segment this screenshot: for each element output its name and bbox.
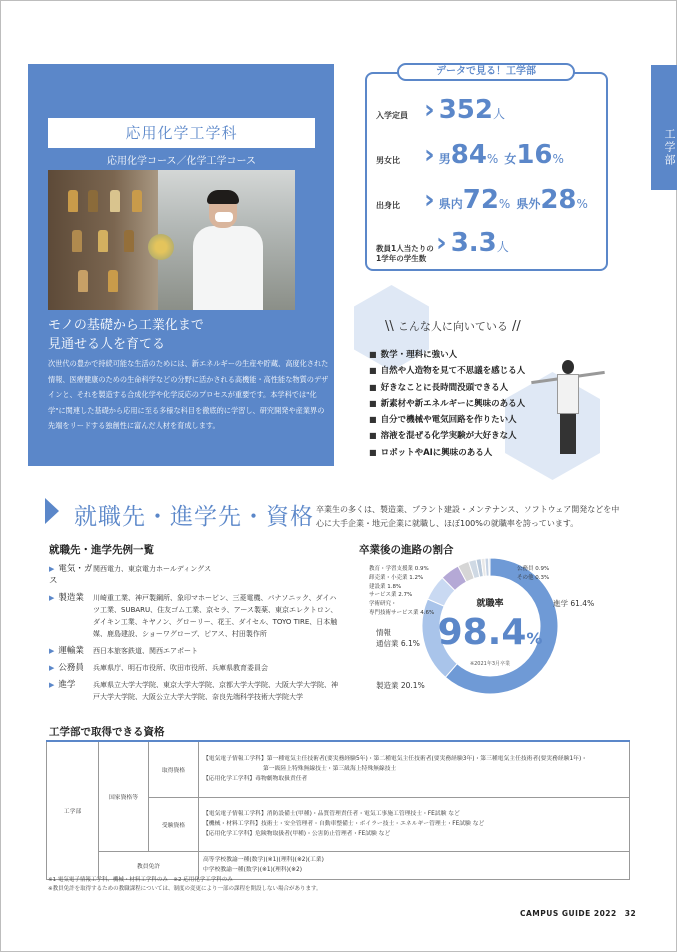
qualifications-heading: 工学部で取得できる資格: [49, 726, 165, 738]
data-label-small-right: 公務員 0.9% その他 0.3%: [517, 566, 550, 581]
section-description: 卒業生の多くは、製造業、プラント建設・メンテナンス、ソフトウェア開発などを中心に大手企業・地元企業に就職し、ほぼ100%の就職率を誇っています。: [316, 505, 620, 528]
exam-cell: 受験資格: [149, 797, 199, 851]
side-tab-label: 工学部: [651, 65, 677, 190]
employment-rate-value: 98.4%: [437, 612, 543, 653]
department-panel: [28, 64, 334, 466]
data-row-gender-ratio: 男女比 › 男 84 % 女 16 %: [376, 140, 564, 170]
suitable-list: [369, 347, 525, 461]
list-item: ■ 溶液を混ぜる化学実験が大好きな人: [369, 428, 525, 444]
section-arrow-icon: [45, 498, 59, 524]
qualifications-table: [46, 740, 630, 880]
donut-heading: 卒業後の進路の割合: [359, 544, 454, 556]
national-cell: 国家資格等: [99, 741, 149, 851]
faculty-cell: 工学部: [47, 741, 99, 879]
data-label-seizo: 製造業 20.1%: [376, 681, 425, 690]
list-item: ▶ 製造業 川崎重工業、神戸製鋼所、象印マホービン、三菱電機、パナソニック、ダイハツ工業、SUBARU、住友ゴム工業、京セラ、アース製薬、東京エレクトロン、ダイキン工業、キヤノン、グローリー、花王、ダイセル、TOYO TIRE、日本触媒、鹿島建設、ショーワグローブ、ピアス、村田製作所: [49, 592, 339, 640]
teacher-cell: 教員免許: [99, 851, 199, 879]
exam-items: 【電気電子情報工学科】消防設備士(甲種)・品質管理責任者・電気工事施工管理技士・FE試験 など 【機械・材料工学科】技術士・安全管理者・自動車整備士・ボイラー技士・エネルギー管理士・FE試験 など 【応用化学工学科】危険物取扱者(甲種)・公害防止管理者・FE試験 など: [199, 797, 630, 851]
acquire-items: 【電気電子情報工学科】第一種電気主任技術者(要実務経験5年)・第二種電気主任技術者(要実務経験3年)・第三種電気主任技術者(要実務経験1年)・ 第一級陸上特殊無線技士・第三級海上特殊無線技士 【応用化学工学科】毒物劇物取扱責任者: [199, 741, 630, 797]
data-box-title: データで見る！工学部: [397, 63, 575, 81]
department-title: 応用化学工学科: [48, 118, 315, 148]
chevron-right-icon: ›: [424, 95, 435, 125]
examples-heading: 就職先・進学先例一覧: [49, 544, 154, 556]
data-label-shingaku: 進学 61.4%: [553, 599, 595, 608]
list-item: ■ ロボットやAIに興味のある人: [369, 445, 525, 461]
chevron-right-icon: ›: [424, 185, 435, 215]
lab-photo: [48, 170, 295, 310]
employment-note: ※2021年3月卒業: [469, 661, 511, 667]
list-item: ■ 新素材や新エネルギーに興味のある人: [369, 396, 525, 412]
section-title: 就職先・進学先・資格: [74, 504, 314, 530]
page-footer: CAMPUS GUIDE 2022 32: [520, 909, 637, 918]
list-item: ■ 自分で機械や電気回路を作りたい人: [369, 412, 525, 428]
list-item: ■ 自然や人造物を見て不思議を感じる人: [369, 363, 525, 379]
list-item: ▶ 電気・ガス 関西電力、東京電力ホールディングス: [49, 563, 339, 587]
list-item: ▶ 進学 兵庫県立大学大学院、東京大学大学院、京都大学大学院、大阪大学大学院、神戸大学大学院、大阪公立大学大学院、奈良先端科学技術大学院大学: [49, 679, 339, 703]
list-item: ■ 数学・理科に強い人: [369, 347, 525, 363]
teacher-items: 高等学校教諭一種(数学)(※1)(理科)(※2)(工業) 中学校教諭一種(数学)(※1)(理科)(※2): [199, 851, 630, 879]
data-row-students-per-teacher: 教員1人当たりの1学年の学生数 › 3.3 人: [376, 228, 509, 263]
employment-rate-label: 就職率: [476, 599, 504, 609]
department-description: 次世代の豊かで持続可能な生活のためには、新エネルギーの生産や貯蔵、高度化された情報、医療健康のための生命科学などの分野に活かされる高機能・高性能な物質のデザインと、それを製造する合成化学や化学反応のプロセスが重要です。本学科では"化学"に関連した基礎から応用に至る多様な科目を徹底的に学習し、研究開発や産業界の先端をリードする独創性に富んだ人材を育成します。: [48, 359, 329, 430]
employment-examples: [49, 563, 339, 708]
footnotes: ※1 電気電子情報工学科、機械・材料工学科のみ ※2 応用化学工学科のみ ※教員免許を取得するための教職課程については、制度の変更により一部の課程を開設しない場合があります。: [48, 877, 322, 892]
slash-icon: \\: [385, 319, 398, 334]
acquire-cell: 取得資格: [149, 741, 199, 797]
list-item: ▶ 公務員 兵庫県庁、明石市役所、吹田市役所、兵庫県教育委員会: [49, 662, 339, 674]
chevron-right-icon: ›: [436, 228, 447, 258]
list-item: ■ 好きなことに長時間没頭できる人: [369, 380, 525, 396]
chevron-right-icon: ›: [424, 140, 435, 170]
person-illustration: [553, 360, 583, 460]
data-label-small-left: 教育・学習支援業 0.9% 卸売業・小売業 1.2% 建設業 1.8% サービス業 2.7% 学術研究・ 専門技術サービス業 4.6%: [369, 566, 435, 616]
catchphrase: モノの基礎から工業化まで 見通せる人を育てる: [48, 318, 204, 352]
slash-icon: //: [507, 319, 521, 334]
department-subtitle: 応用化学コース／化学工学コース: [107, 156, 256, 167]
data-row-capacity: 入学定員 › 352 人: [376, 95, 506, 125]
data-label-joho: 情報 通信業 6.1%: [376, 628, 420, 648]
suitable-title: \\ こんな人に向いている //: [385, 319, 521, 334]
list-item: ▶ 運輸業 西日本旅客鉄道、関西エアポート: [49, 645, 339, 657]
data-row-origin-ratio: 出身比 › 県内 72 % 県外 28 %: [376, 185, 588, 215]
